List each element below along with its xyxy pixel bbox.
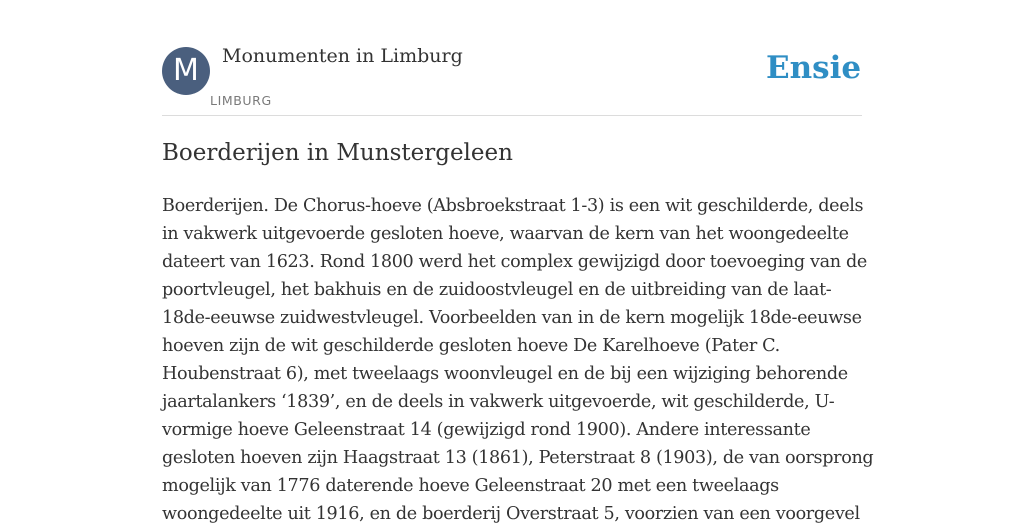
article-text-line: dateert van 1623. Rond 1800 werd het complex gewijzigd door toevoeging van de (162, 252, 867, 272)
article-text-line: vormige hoeve Geleenstraat 14 (gewijzigd rond 1900). Andere interessante (162, 420, 811, 440)
brand-logo[interactable]: Ensie (766, 50, 862, 86)
article-text-line: gesloten hoeven zijn Haagstraat 13 (1861), Peterstraat 8 (1903), de van oorsprong (162, 448, 874, 468)
article-text-line: 18de-eeuwse zuidwestvleugel. Voorbeelden van in de kern mogelijk 18de-eeuwse (162, 308, 862, 328)
avatar[interactable]: M (162, 47, 210, 95)
article-text-line: Boerderijen. De Chorus-hoeve (Absbroekstraat 1-3) is een wit geschilderde, deels (162, 196, 864, 216)
article-body (162, 192, 874, 528)
article-text-line: mogelijk van 1776 daterende hoeve Geleenstraat 20 met een tweelaags (162, 476, 779, 496)
category-link[interactable]: LIMBURG (210, 93, 272, 108)
article-text-line: jaartalankers ‘1839’, en de deels in vakwerk uitgevoerde, wit geschilderde, U- (162, 392, 835, 412)
article-text-line: poortvleugel, het bakhuis en de zuidoostvleugel en de uitbreiding van de laat- (162, 280, 832, 300)
article-text-line: in vakwerk uitgevoerde gesloten hoeve, waarvan de kern van het woongedeelte (162, 224, 849, 244)
book-title-link[interactable]: Monumenten in Limburg (222, 45, 463, 67)
article-title: Boerderijen in Munstergeleen (162, 140, 513, 166)
article-text-line: woongedeelte uit 1916, en de boerderij Overstraat 5, voorzien van een voorgevel (162, 504, 860, 524)
header-divider (162, 115, 862, 116)
article-text-line: hoeven zijn de wit geschilderde gesloten hoeve De Karelhoeve (Pater C. (162, 336, 780, 356)
article-text-line: Houbenstraat 6), met tweelaags woonvleugel en de bij een wijziging behorende (162, 364, 848, 384)
